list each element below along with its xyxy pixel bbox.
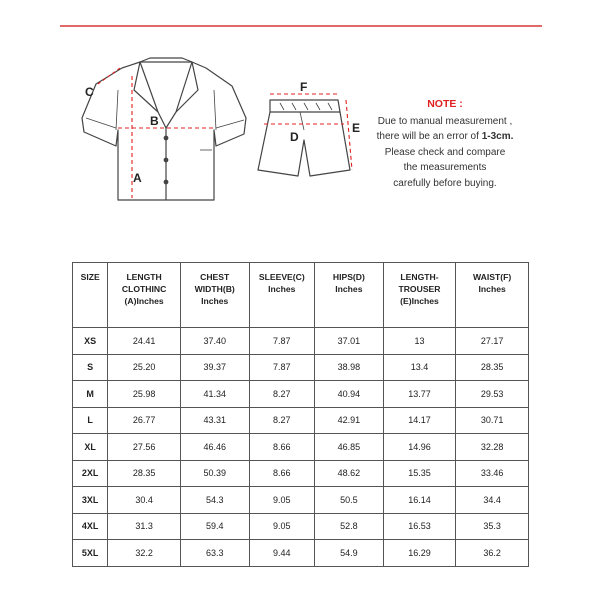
measurement-cell: 8.66 <box>249 434 315 461</box>
note-line-1: Due to manual measurement , <box>377 115 513 127</box>
table-row <box>73 407 529 434</box>
table-row <box>73 434 529 461</box>
shirt-measure-lines <box>98 68 214 198</box>
measurement-cell: 30.71 <box>456 407 529 434</box>
measurement-cell: 25.20 <box>108 354 181 381</box>
measurement-cell: 28.35 <box>456 354 529 381</box>
measurement-cell: 16.53 <box>383 513 456 540</box>
size-cell: 3XL <box>73 487 108 514</box>
measurement-cell: 63.3 <box>180 540 249 567</box>
column-header <box>180 263 249 328</box>
measurement-cell: 40.94 <box>315 381 384 408</box>
column-header-line: TROUSER <box>398 284 441 294</box>
measurement-cell: 7.87 <box>249 354 315 381</box>
table-row <box>73 540 529 567</box>
note-line-5: carefully before buying. <box>393 177 497 189</box>
column-header <box>73 263 108 328</box>
column-header-line: Inches <box>201 296 229 306</box>
measurement-cell: 8.27 <box>249 381 315 408</box>
column-header-line: LENGTH- <box>400 272 439 282</box>
measurement-cell: 29.53 <box>456 381 529 408</box>
size-cell: L <box>73 407 108 434</box>
label-d: D <box>290 130 299 144</box>
measurement-cell: 36.2 <box>456 540 529 567</box>
measurement-cell: 27.17 <box>456 328 529 355</box>
label-b: B <box>150 114 159 128</box>
note-line-4: the measurements <box>403 162 487 173</box>
measurement-cell: 34.4 <box>456 487 529 514</box>
measurement-cell: 46.85 <box>315 434 384 461</box>
column-header <box>383 263 456 328</box>
measurement-cell: 37.40 <box>180 328 249 355</box>
column-header-line: SIZE <box>80 272 100 282</box>
measurement-cell: 43.31 <box>180 407 249 434</box>
column-header-line: WAIST(F) <box>473 272 512 282</box>
column-header-line: LENGTH <box>126 272 162 282</box>
column-header <box>315 263 384 328</box>
measurement-cell: 31.3 <box>108 513 181 540</box>
measurement-cell: 9.05 <box>249 513 315 540</box>
table-row <box>73 354 529 381</box>
column-header-line: SLEEVE(C) <box>258 272 305 282</box>
measurement-cell: 38.98 <box>315 354 384 381</box>
size-cell: 4XL <box>73 513 108 540</box>
label-a: A <box>133 171 142 185</box>
table-row <box>73 487 529 514</box>
column-header <box>249 263 315 328</box>
measurement-cell: 14.96 <box>383 434 456 461</box>
measurement-cell: 59.4 <box>180 513 249 540</box>
table-row <box>73 381 529 408</box>
measurement-cell: 26.77 <box>108 407 181 434</box>
shirt-illustration <box>82 58 246 200</box>
column-header-line: WIDTH(B) <box>194 284 235 294</box>
measurement-cell: 15.35 <box>383 460 456 487</box>
measurement-cell: 33.46 <box>456 460 529 487</box>
table-body <box>73 328 529 567</box>
note-line-2 <box>370 129 520 145</box>
measurement-cell: 9.05 <box>249 487 315 514</box>
measurement-note <box>370 97 520 191</box>
measurement-cell: 52.8 <box>315 513 384 540</box>
shorts-illustration <box>258 100 350 176</box>
measurement-cell: 37.01 <box>315 328 384 355</box>
measurement-cell: 13 <box>383 328 456 355</box>
column-header-line: Inches <box>268 284 296 294</box>
measurement-cell: 16.29 <box>383 540 456 567</box>
note-line-3: Please check and compare <box>384 146 506 158</box>
measurement-cell: 35.3 <box>456 513 529 540</box>
column-header-line: HIPS(D) <box>332 272 365 282</box>
measurement-cell: 30.4 <box>108 487 181 514</box>
measurement-cell: 54.3 <box>180 487 249 514</box>
measurement-cell: 48.62 <box>315 460 384 487</box>
measurement-cell: 50.5 <box>315 487 384 514</box>
measurement-cell: 9.44 <box>249 540 315 567</box>
measurement-cell: 13.77 <box>383 381 456 408</box>
table-row <box>73 460 529 487</box>
label-e: E <box>352 121 361 135</box>
table-row <box>73 513 529 540</box>
note-error-range: 1-3cm. <box>481 131 514 142</box>
measurement-cell: 8.66 <box>249 460 315 487</box>
measurement-cell: 13.4 <box>383 354 456 381</box>
size-cell: 5XL <box>73 540 108 567</box>
column-header <box>456 263 529 328</box>
measurement-cell: 7.87 <box>249 328 315 355</box>
size-cell: S <box>73 354 108 381</box>
measurement-cell: 16.14 <box>383 487 456 514</box>
column-header-line: CLOTHINC <box>121 284 167 294</box>
measurement-cell: 27.56 <box>108 434 181 461</box>
column-header-line: CHEST <box>200 272 230 282</box>
measurement-cell: 54.9 <box>315 540 384 567</box>
note-title: NOTE : <box>427 98 463 110</box>
measurement-cell: 8.27 <box>249 407 315 434</box>
size-chart-table <box>72 262 529 567</box>
measurement-cell: 25.98 <box>108 381 181 408</box>
table-row <box>73 328 529 355</box>
size-cell: 2XL <box>73 460 108 487</box>
column-header-line: (E)Inches <box>400 296 439 306</box>
measurement-cell: 39.37 <box>180 354 249 381</box>
label-f: F <box>300 80 308 94</box>
size-cell: M <box>73 381 108 408</box>
measurement-cell: 32.2 <box>108 540 181 567</box>
table-header-row <box>73 263 529 328</box>
measurement-cell: 14.17 <box>383 407 456 434</box>
measurement-cell: 42.91 <box>315 407 384 434</box>
measurement-cell: 28.35 <box>108 460 181 487</box>
column-header-line: Inches <box>335 284 363 294</box>
label-c: C <box>85 85 94 99</box>
measurement-cell: 24.41 <box>108 328 181 355</box>
measurement-cell: 32.28 <box>456 434 529 461</box>
note-line-2-text: there will be an error of <box>376 131 482 142</box>
column-header-line: (A)Inches <box>124 296 164 306</box>
column-header-line: Inches <box>478 284 506 294</box>
column-header <box>108 263 181 328</box>
measurement-cell: 46.46 <box>180 434 249 461</box>
measurement-cell: 41.34 <box>180 381 249 408</box>
size-cell: XS <box>73 328 108 355</box>
measurement-cell: 50.39 <box>180 460 249 487</box>
size-cell: XL <box>73 434 108 461</box>
